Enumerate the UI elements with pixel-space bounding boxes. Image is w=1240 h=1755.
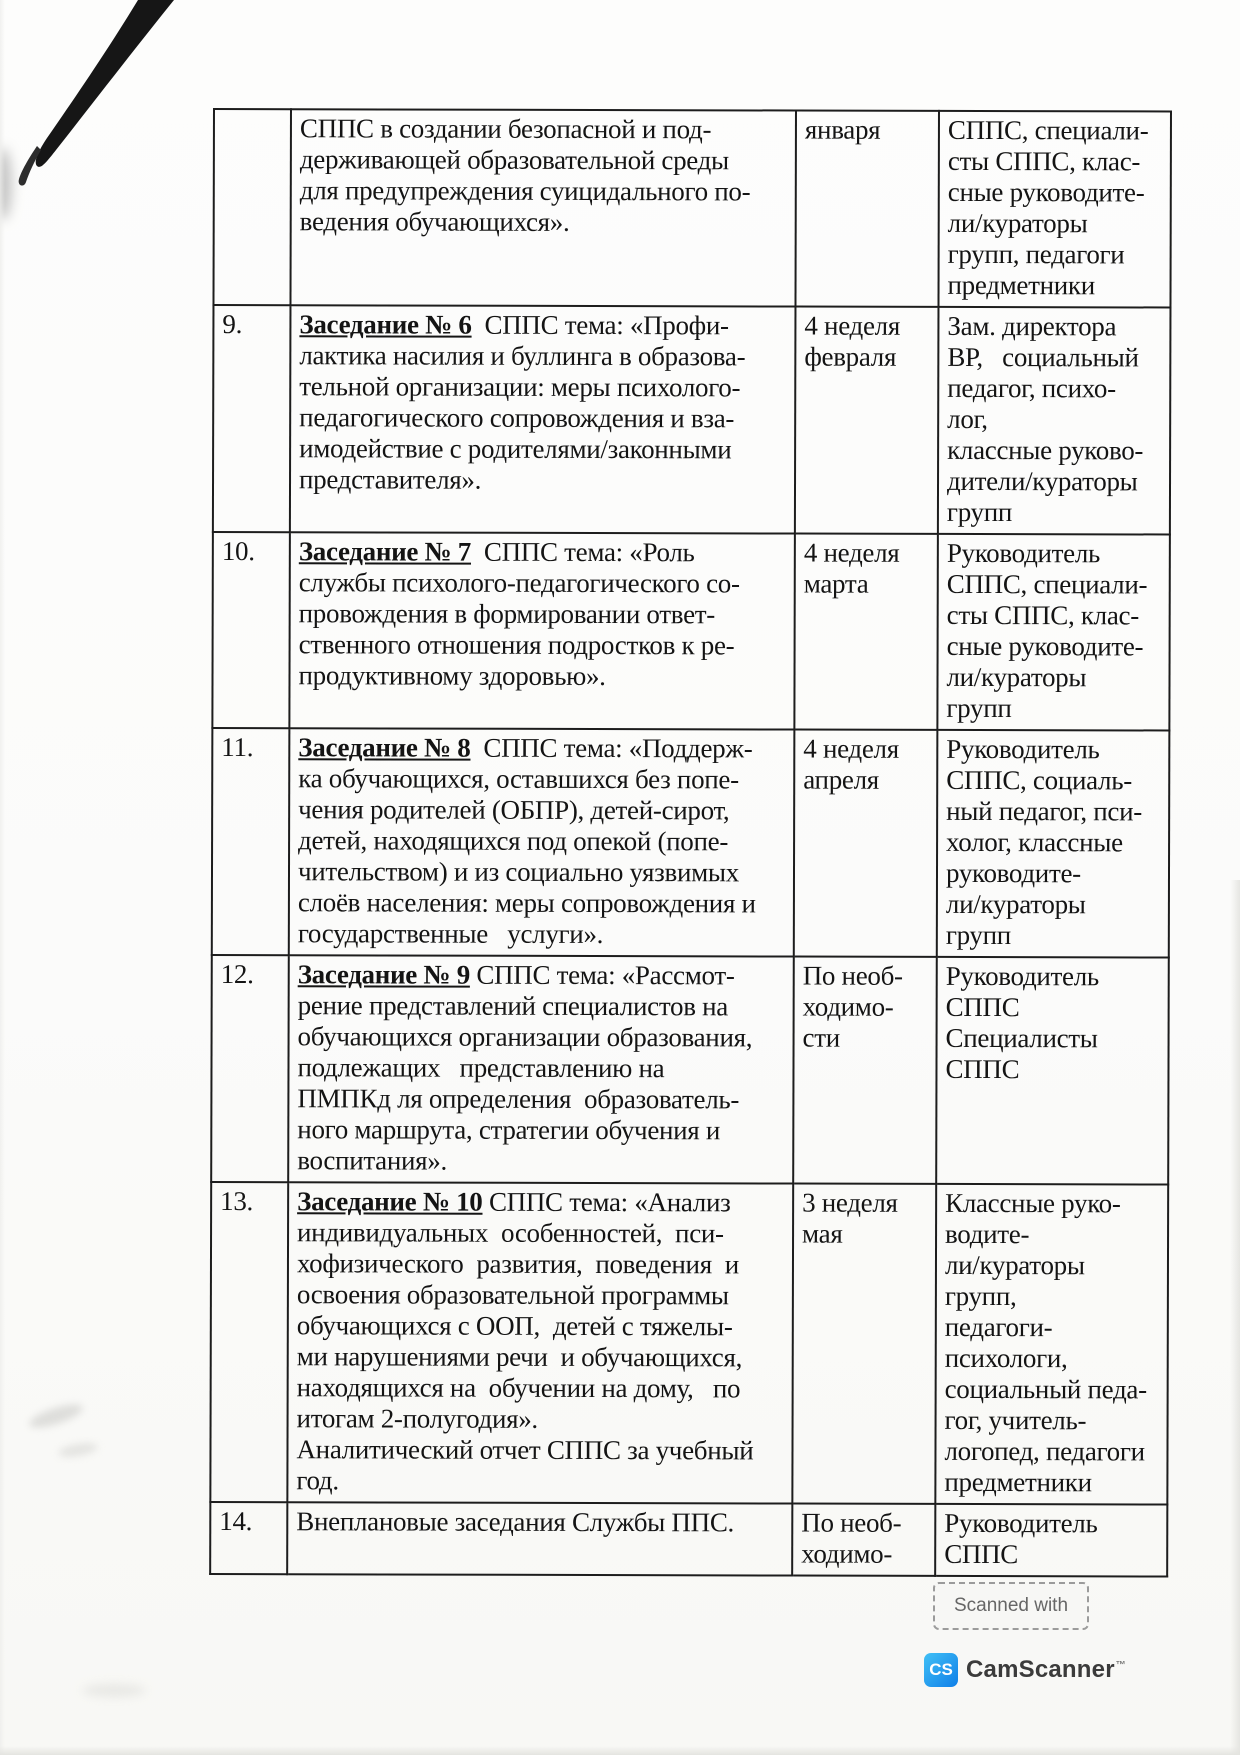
text-line: 4 неделя: [803, 537, 900, 568]
text-line: ведения обучающихся».: [299, 206, 570, 237]
text-line: Руководитель: [946, 537, 1101, 569]
text-line: февраля: [804, 341, 897, 372]
text-line: имодействие с родителями/законными: [299, 433, 732, 465]
timing-cell: [795, 307, 939, 534]
scan-edge-shadow-left: [0, 0, 5, 1755]
schedule-table-body: [210, 109, 1171, 1577]
text-line: января: [804, 114, 881, 145]
text-line: сти: [802, 1022, 840, 1053]
text-line: ходимо-: [802, 991, 894, 1022]
text-line: Заседание № 8 СППС тема: «Поддерж-: [298, 732, 753, 764]
table-row: [212, 728, 1170, 958]
table-row: [213, 305, 1171, 535]
session-title: Заседание № 8: [298, 732, 471, 763]
row-number-cell: 11.: [212, 728, 290, 955]
topic-cell: [290, 305, 796, 533]
text-line: государственные услуги».: [297, 918, 604, 950]
row-number-cell: 10.: [212, 532, 290, 728]
session-title: Заседание № 9: [297, 959, 470, 990]
responsible-cell: [935, 1184, 1168, 1505]
text-line: ли/кураторы: [944, 1249, 1085, 1281]
timing-cell: [793, 957, 937, 1184]
text-line: апреля: [803, 764, 879, 795]
text-line: Руководитель: [945, 960, 1099, 992]
text-line: гог, учитель-: [944, 1404, 1087, 1436]
text-line: слоёв населения: меры сопровождения и: [297, 887, 756, 919]
timing-cell: [794, 534, 938, 730]
text-line: По необ-: [801, 1507, 902, 1538]
table-row: [210, 1502, 1167, 1577]
scanned-with-label: Scanned with: [953, 1595, 1069, 1616]
responsible-cell: [938, 307, 1171, 535]
text-line: 4 неделя: [803, 733, 899, 764]
text-line: лактика насилия и буллинга в образова-: [299, 340, 746, 372]
text-line: держивающей образовательной среды: [299, 144, 729, 176]
scan-artifact-pen-mark: [0, 0, 210, 240]
schedule-table: [209, 108, 1172, 1578]
text-line: ходимо-: [801, 1538, 893, 1569]
timing-cell: [792, 1184, 936, 1504]
timing-cell: [792, 1504, 935, 1576]
text-line: водите-: [945, 1218, 1030, 1250]
text-line: освоения образовательной программы: [296, 1279, 729, 1311]
text-line: Заседание № 9 СППС тема: «Рассмот-: [297, 959, 735, 991]
topic-cell: [289, 728, 795, 956]
text-line: психологи,: [944, 1342, 1068, 1374]
table-row: [211, 955, 1169, 1185]
scan-artifact-smudge: [82, 1684, 146, 1697]
text-line: службы психолого-педагогического со-: [298, 567, 740, 599]
topic-cell: [288, 955, 794, 1183]
row-number-cell: 13.: [210, 1182, 288, 1502]
text-line: Внеплановые заседания Службы ППС.: [296, 1506, 735, 1538]
scan-artifact-smudge: [27, 1400, 85, 1433]
text-line: ли/кураторы: [946, 661, 1087, 693]
topic-cell: [287, 1502, 792, 1575]
trademark-symbol: ™: [1115, 1660, 1126, 1671]
text-line: СППС, социаль-: [946, 764, 1132, 796]
text-line: тельной организации: меры психолого-: [299, 371, 741, 403]
text-line: подлежащих представлению на: [297, 1052, 665, 1084]
text-line: ли/кураторы: [947, 207, 1088, 239]
text-line: СППС, специали-: [946, 568, 1148, 600]
row-number-cell: 9.: [213, 305, 291, 532]
text-line: классные руково-: [947, 434, 1144, 466]
text-line: Аналитический отчет СППС за учебный: [296, 1434, 754, 1466]
scan-edge-shadow-right: [1230, 880, 1240, 1755]
text-line: ный педагог, пси-: [946, 795, 1142, 827]
topic-cell: [287, 1182, 793, 1503]
text-line: 3 неделя: [802, 1187, 898, 1218]
text-line: 4 неделя: [804, 310, 901, 341]
text-line: По необ-: [802, 960, 903, 991]
text-line: холог, классные: [946, 826, 1123, 858]
text-line: хофизического развития, поведения и: [296, 1248, 739, 1280]
text-line: ного маршрута, стратегии обучения и: [297, 1114, 721, 1146]
text-line: для предупреждения суицидального по-: [299, 175, 751, 207]
table-row: [210, 1182, 1168, 1505]
text-line: руководите-: [945, 857, 1081, 889]
text-line: сные руководите-: [946, 630, 1144, 662]
text-line: ПМПКд ля определения образователь-: [297, 1083, 740, 1115]
text-line: логопед, педагоги: [944, 1435, 1145, 1467]
text-line: СППС: [944, 1538, 1019, 1570]
table-row: [212, 532, 1170, 731]
text-line: Заседание № 10 СППС тема: «Анализ: [297, 1186, 731, 1218]
row-number-cell: 14.: [210, 1502, 287, 1574]
camscanner-cs-icon: CS: [924, 1653, 958, 1687]
text-line: представителя».: [298, 464, 482, 495]
text-line: предметники: [944, 1466, 1092, 1498]
text-line: групп, педагоги: [947, 238, 1125, 270]
row-number-cell: 12.: [211, 955, 289, 1182]
row-number-cell: [213, 109, 291, 305]
text-line: групп,: [944, 1280, 1017, 1312]
session-title: Заседание № 7: [298, 536, 472, 567]
responsible-cell: [936, 957, 1169, 1185]
text-line: СППС в создании безопасной и под-: [299, 113, 712, 145]
text-line: групп: [946, 692, 1012, 724]
text-line: Зам. директора: [947, 310, 1117, 342]
topic-cell: [290, 109, 796, 306]
text-line: обучающихся организации образования,: [297, 1021, 753, 1053]
camscanner-scanned-with-box: [933, 1582, 1089, 1630]
text-line: индивидуальных особенностей, пси-: [297, 1217, 724, 1249]
text-line: лог,: [947, 403, 988, 435]
text-line: чительством) и из социально уязвимых: [297, 856, 739, 888]
topic-cell: [289, 532, 795, 729]
text-line: предметники: [947, 269, 1095, 301]
timing-cell: [794, 730, 938, 957]
text-line: Заседание № 7 СППС тема: «Роль: [298, 536, 695, 568]
text-line: групп: [945, 919, 1012, 951]
timing-cell: [795, 111, 939, 307]
text-line: обучающихся с ООП, детей с тяжелы-: [296, 1310, 733, 1342]
camscanner-wordmark: CamScanner™: [966, 1656, 1126, 1683]
responsible-cell: [938, 111, 1171, 308]
text-line: СППС: [945, 1053, 1020, 1085]
text-line: находящихся на обучении на дому, по: [296, 1372, 741, 1404]
text-line: ВР, социальный: [947, 341, 1139, 373]
text-line: воспитания».: [297, 1145, 447, 1176]
camscanner-logo: [924, 1642, 1126, 1698]
session-title: Заседание № 10: [297, 1186, 483, 1217]
text-line: год.: [296, 1465, 339, 1496]
responsible-cell: [937, 730, 1170, 958]
text-line: ственного отношения подростков к ре-: [298, 629, 735, 661]
text-line: сты СППС, клас-: [947, 145, 1141, 177]
text-line: итогам 2-полугодия».: [296, 1403, 538, 1434]
text-line: Руководитель: [946, 733, 1100, 765]
text-line: продуктивному здоровью».: [298, 660, 606, 692]
text-line: марта: [803, 568, 869, 599]
text-line: СППС, специали-: [947, 114, 1149, 146]
text-line: рение представлений специалистов на: [297, 990, 728, 1022]
text-line: Заседание № 6 СППС тема: «Профи-: [299, 309, 729, 341]
text-line: социальный педа-: [944, 1373, 1147, 1405]
text-line: детей, находящихся под опекой (попе-: [298, 825, 729, 857]
text-line: Специалисты: [945, 1022, 1098, 1054]
text-line: Классные руко-: [945, 1187, 1121, 1219]
text-line: провождения в формировании ответ-: [298, 598, 716, 630]
text-line: сные руководите-: [947, 176, 1145, 208]
scan-edge-shadow-bottom: [0, 1746, 1240, 1755]
text-line: чения родителей (ОБПР), детей-сирот,: [298, 794, 730, 826]
text-line: дители/кураторы: [946, 465, 1138, 497]
session-title: Заседание № 6: [299, 309, 472, 340]
text-line: ка обучающихся, оставшихся без попе-: [298, 763, 739, 795]
responsible-cell: [937, 534, 1170, 731]
text-line: сты СППС, клас-: [946, 599, 1139, 631]
table-row: [213, 109, 1171, 308]
text-line: педагогического сопровождения и вза-: [299, 402, 735, 434]
scan-artifact-smudge: [57, 1441, 98, 1460]
text-line: ли/кураторы: [945, 888, 1086, 920]
text-line: СППС: [945, 991, 1020, 1023]
text-line: педагоги-: [944, 1311, 1053, 1343]
text-line: мая: [802, 1218, 843, 1249]
text-line: ми нарушениями речи и обучающихся,: [296, 1341, 743, 1373]
responsible-cell: [935, 1504, 1167, 1577]
text-line: групп: [946, 496, 1013, 528]
text-line: педагог, психо-: [947, 372, 1116, 404]
text-line: Руководитель: [944, 1507, 1098, 1539]
